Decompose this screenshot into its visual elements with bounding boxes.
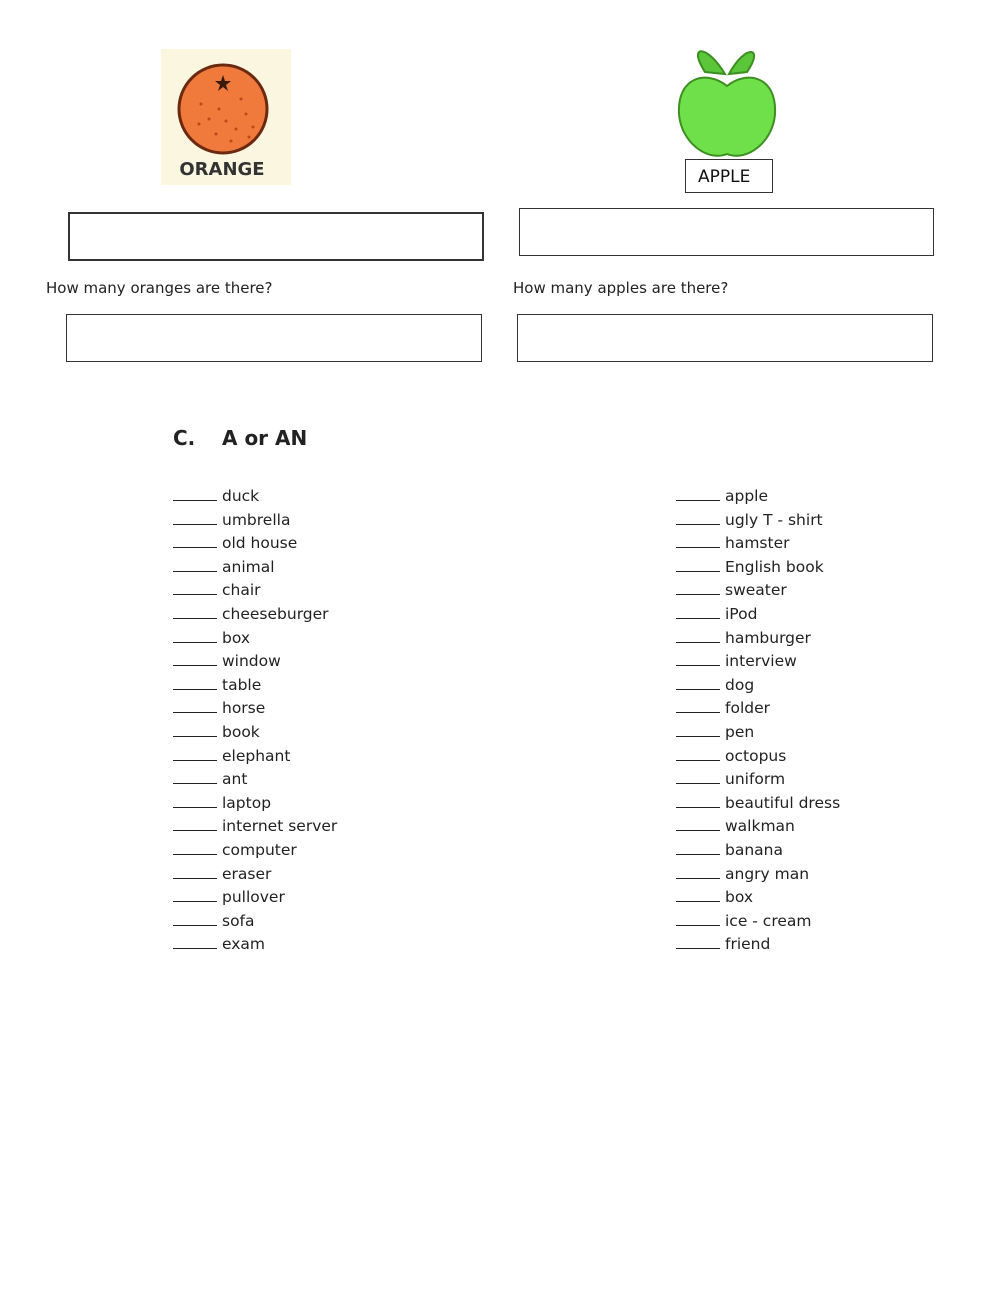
article-blank[interactable] <box>173 932 217 949</box>
word-label: hamster <box>725 534 790 553</box>
article-blank[interactable] <box>173 578 217 595</box>
word-list-left <box>173 484 337 956</box>
word-label: duck <box>222 487 260 505</box>
orange-caption: ORANGE <box>179 159 265 180</box>
article-blank[interactable] <box>676 814 720 831</box>
word-label: window <box>222 652 281 671</box>
apples-count-box[interactable] <box>517 314 933 362</box>
list-item <box>173 932 337 956</box>
list-item <box>173 555 337 579</box>
article-blank[interactable] <box>676 649 720 666</box>
article-blank[interactable] <box>676 578 720 595</box>
word-label: pen <box>725 722 755 741</box>
article-blank[interactable] <box>173 767 217 784</box>
list-item <box>173 696 337 720</box>
question-apples: How many apples are there? <box>513 279 729 297</box>
list-item <box>173 791 337 815</box>
article-blank[interactable] <box>173 649 217 666</box>
list-item <box>173 649 337 673</box>
article-blank[interactable] <box>173 673 217 690</box>
word-label: apple <box>725 487 769 505</box>
list-item <box>173 626 337 650</box>
article-blank[interactable] <box>676 673 720 690</box>
list-item <box>173 484 337 508</box>
section-title: A or AN <box>222 426 308 450</box>
article-blank[interactable] <box>676 696 720 713</box>
list-item <box>676 885 840 909</box>
list-item <box>676 555 840 579</box>
word-label: book <box>222 722 260 741</box>
article-blank[interactable] <box>676 932 720 949</box>
list-item <box>676 791 840 815</box>
list-item <box>676 626 840 650</box>
list-item <box>676 744 840 768</box>
word-label: octopus <box>725 746 787 765</box>
list-item <box>676 508 840 532</box>
word-label: banana <box>725 840 783 859</box>
word-label: horse <box>222 699 266 718</box>
article-blank[interactable] <box>173 791 217 808</box>
question-oranges: How many oranges are there? <box>46 279 273 297</box>
word-label: elephant <box>222 746 291 765</box>
orange-answer-box[interactable] <box>68 212 484 261</box>
word-label: old house <box>222 534 298 553</box>
word-label: chair <box>222 581 261 600</box>
article-blank[interactable] <box>676 744 720 761</box>
list-item <box>676 696 840 720</box>
word-label: iPod <box>725 604 758 623</box>
apple-label: APPLE <box>685 159 773 193</box>
word-label: sofa <box>222 911 255 930</box>
list-item <box>676 484 840 508</box>
article-blank[interactable] <box>676 862 720 879</box>
article-blank[interactable] <box>676 508 720 525</box>
word-label: ugly T - shirt <box>725 510 823 529</box>
apple-picture <box>667 34 787 164</box>
list-item <box>676 531 840 555</box>
article-blank[interactable] <box>173 696 217 713</box>
word-label: exam <box>222 935 266 954</box>
article-blank[interactable] <box>676 602 720 619</box>
apple-icon <box>667 34 787 164</box>
list-item <box>173 673 337 697</box>
list-item <box>676 578 840 602</box>
word-label: ant <box>222 770 248 789</box>
list-item <box>676 720 840 744</box>
list-item <box>173 814 337 838</box>
list-item <box>676 673 840 697</box>
article-blank[interactable] <box>676 885 720 902</box>
article-blank[interactable] <box>676 555 720 572</box>
word-list-right <box>676 484 840 956</box>
orange-picture <box>161 49 291 185</box>
word-label: interview <box>725 652 797 671</box>
list-item <box>676 932 840 956</box>
word-label: uniform <box>725 770 786 789</box>
article-blank[interactable] <box>676 720 720 737</box>
word-label: umbrella <box>222 510 291 529</box>
word-label: folder <box>725 699 770 718</box>
article-blank[interactable] <box>173 626 217 643</box>
list-item <box>173 720 337 744</box>
list-item <box>676 862 840 886</box>
article-blank[interactable] <box>173 814 217 831</box>
word-label: eraser <box>222 864 272 883</box>
word-label: English book <box>725 557 824 576</box>
word-label: box <box>725 888 754 907</box>
list-item <box>173 744 337 768</box>
list-item <box>173 838 337 862</box>
word-label: friend <box>725 935 771 954</box>
word-label: box <box>222 628 251 647</box>
article-blank[interactable] <box>676 838 720 855</box>
word-label: ice - cream <box>725 911 812 930</box>
list-item <box>173 578 337 602</box>
article-blank[interactable] <box>173 555 217 572</box>
word-label: laptop <box>222 793 272 812</box>
article-blank[interactable] <box>173 484 217 501</box>
list-item <box>173 602 337 626</box>
word-label: pullover <box>222 888 285 907</box>
list-item <box>676 602 840 626</box>
word-label: beautiful dress <box>725 793 841 812</box>
list-item <box>173 767 337 791</box>
article-blank[interactable] <box>173 531 217 548</box>
article-blank[interactable] <box>173 909 217 926</box>
oranges-count-box[interactable] <box>66 314 482 362</box>
article-blank[interactable] <box>173 744 217 761</box>
word-label: dog <box>725 675 755 694</box>
list-item <box>173 508 337 532</box>
orange-icon <box>161 49 291 159</box>
word-label: walkman <box>725 817 795 836</box>
article-blank[interactable] <box>173 602 217 619</box>
word-label: table <box>222 675 262 694</box>
article-blank[interactable] <box>676 791 720 808</box>
article-blank[interactable] <box>173 862 217 879</box>
apple-answer-box[interactable] <box>519 208 934 256</box>
word-label: angry man <box>725 864 810 883</box>
list-item <box>676 909 840 933</box>
word-label: hamburger <box>725 628 811 647</box>
article-blank[interactable] <box>676 626 720 643</box>
word-label: sweater <box>725 581 787 600</box>
list-item <box>676 838 840 862</box>
article-blank[interactable] <box>173 885 217 902</box>
article-blank[interactable] <box>676 531 720 548</box>
word-label: computer <box>222 840 297 859</box>
word-label: animal <box>222 557 275 576</box>
article-blank[interactable] <box>173 720 217 737</box>
section-letter: C. <box>173 426 196 450</box>
list-item <box>676 814 840 838</box>
article-blank[interactable] <box>676 484 720 501</box>
article-blank[interactable] <box>173 508 217 525</box>
word-label: cheeseburger <box>222 604 329 623</box>
article-blank[interactable] <box>676 909 720 926</box>
list-item <box>676 649 840 673</box>
article-blank[interactable] <box>676 767 720 784</box>
list-item <box>173 862 337 886</box>
list-item <box>676 767 840 791</box>
word-label: internet server <box>222 817 338 836</box>
article-blank[interactable] <box>173 838 217 855</box>
list-item <box>173 885 337 909</box>
list-item <box>173 909 337 933</box>
list-item <box>173 531 337 555</box>
